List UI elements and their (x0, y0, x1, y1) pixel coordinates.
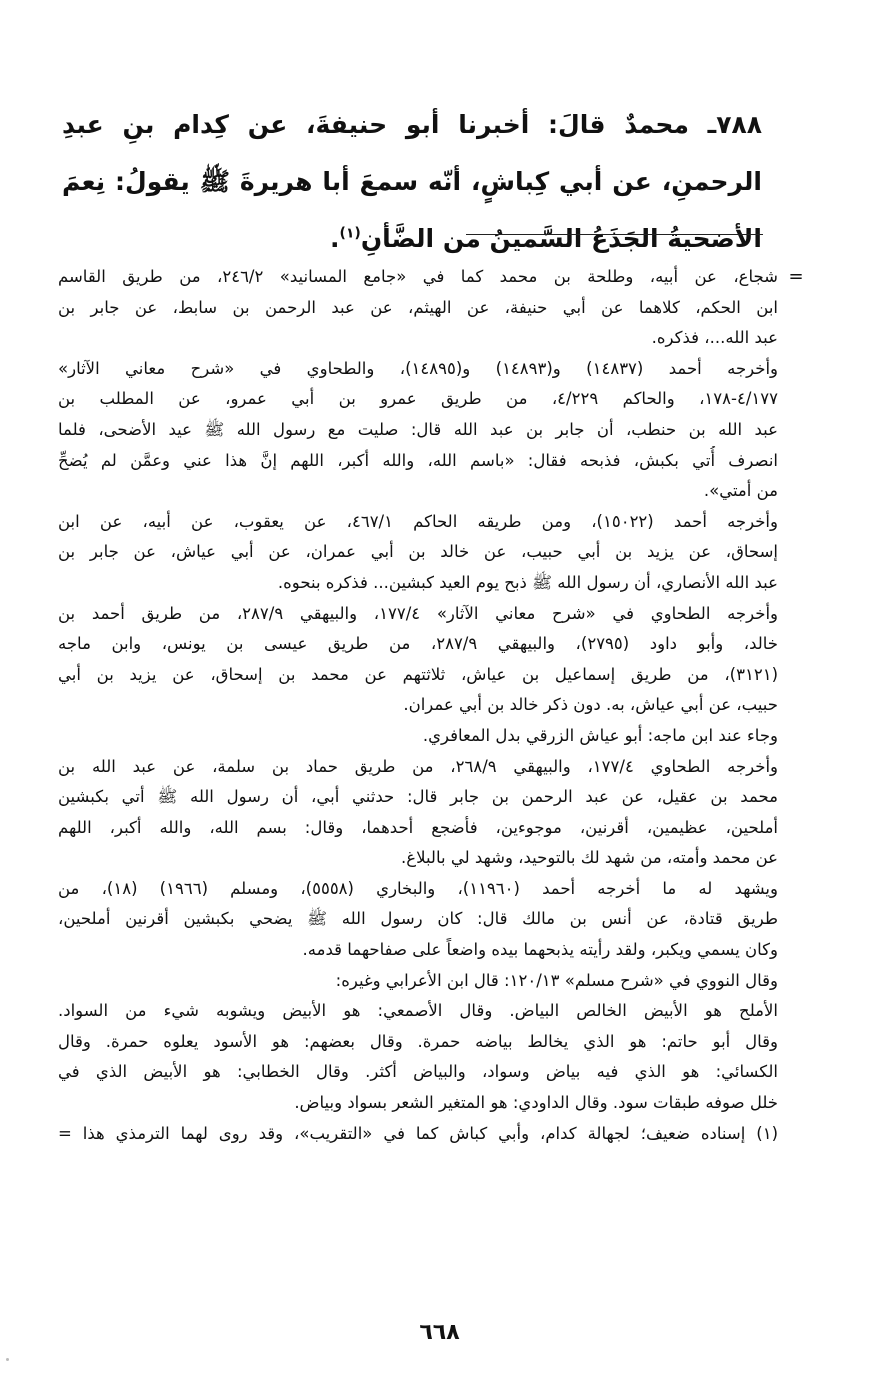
commentary-line: وأخرجه الطحاوي في «شرح معاني الآثار» ١٧٧/٤، والبيهقي ٢٨٧/٩، من طريق أحمد بن (58, 603, 778, 623)
commentary-line: عبد الله بن حنطب، أن جابر بن عبد الله قال: صليت مع رسول الله ﷺ عيد الأضحى، فلما (58, 419, 778, 439)
footnotes-block (58, 262, 778, 1149)
hadith-end-punctuation: . (329, 224, 340, 253)
page-number: ٦٦٨ (419, 1320, 460, 1345)
commentary-line: وقال أبو حاتم: هو الذي يخالط بياضه حمرة. وقال بعضهم: هو الأسود يعلوه حمرة. وقال (58, 1031, 778, 1051)
commentary-line: عبد الله...، فذكره. (651, 328, 778, 348)
footnote-separator (466, 234, 763, 235)
commentary-line: عبد الله الأنصاري، أن رسول الله ﷺ ذبح يوم العيد كبشين... فذكره بنحوه. (277, 572, 778, 592)
commentary-line: خالد، وأبو داود (٢٧٩٥)، والبيهقي ٢٨٧/٩، من طريق عيسى بن يونس، وابن ماجه (58, 634, 778, 654)
scan-artifact-dot (6, 1358, 9, 1361)
footnote-reference-1: (١) (339, 225, 361, 242)
commentary-line: وكان يسمي ويكبر، ولقد رأيته يذبحهما بيده واضعاً على صفاحهما قدمه. (302, 940, 778, 960)
continuation-marker: = (788, 266, 804, 287)
commentary-line: خلل صوفه طبقات سود. وقال الداودي: هو المتغير الشعر بسواد وبياض. (294, 1093, 778, 1113)
commentary-line: طريق قتادة، عن أنس بن مالك قال: كان رسول الله ﷺ يضحي بكبشين أقرنين أملحين، (58, 909, 778, 929)
commentary-line: الكسائي: هو الذي فيه بياض وسواد، والبياض أكثر. وقال الخطابي: هو الأبيض الذي في (58, 1062, 778, 1082)
commentary-line: إسحاق، عن يزيد بن أبي حبيب، عن خالد بن أبي عمران، عن أبي عياش، عن جابر بن (58, 542, 778, 562)
commentary-line: وأخرجه الطحاوي ١٧٧/٤، والبيهقي ٢٦٨/٩، من طريق حماد بن سلمة، عن عبد الله بن (58, 756, 778, 776)
commentary-line: وأخرجه أحمد (١٤٨٣٧) و(١٤٨٩٣) و(١٤٨٩٥)، والطحاوي في «شرح معاني الآثار» (58, 358, 778, 378)
commentary-line: محمد بن عقيل، عن عبد الرحمن بن جابر قال: حدثني أبي، أن رسول الله ﷺ أتي بكبشين (58, 787, 778, 807)
commentary-line: وجاء عند ابن ماجه: أبو عياش الزرقي بدل المعافري. (422, 725, 778, 745)
commentary-line: الأملح هو الأبيض الخالص البياض. وقال الأصمعي: هو الأبيض ويشوبه شيء من السواد. (58, 1001, 778, 1021)
commentary-line: عن محمد وأمته، من شهد لك بالتوحيد، وشهد لي بالبلاغ. (401, 848, 778, 868)
footnote-1-line: (١) إسناده ضعيف؛ لجهالة كدام، وأبي كباش كما في «التقريب»، وقد روى لهما الترمذي هذا = (58, 1123, 778, 1143)
commentary-line: وأخرجه أحمد (١٥٠٢٢)، ومن طريقه الحاكم ٤٦٧/١، عن يعقوب، عن أبيه، عن ابن (58, 511, 778, 531)
commentary-line: ابن الحكم، كلاهما عن أبي حنيفة، عن الهيثم، عن عبد الرحمن بن سابط، عن جابر بن (58, 297, 778, 317)
hadith-body: ٧٨٨ـ محمدٌ قالَ: أخبرنا أبو حنيفةَ، عن كِدام بنِ عبدِ الرحمنِ، عن أبي كِباشٍ، أنّه سمعَ أبا هريرةَ ﷺ يقولُ: نِعمَ الأضحيةُ الجَذَعُ السَّمينُ من الضَّأنِ (62, 110, 762, 253)
commentary-line: ٤/١٧٧-١٧٨، والحاكم ٤/٢٢٩، من طريق عمرو بن أبي عمرو، عن المطلب بن (58, 389, 778, 409)
commentary-line: انصرف أُتي بكبش، فذبحه فقال: «باسم الله، والله أكبر، اللهم إنَّ هذا عني وعمَّن لم يُضحِّ (58, 450, 778, 470)
commentary-line: ويشهد له ما أخرجه أحمد (١١٩٦٠)، والبخاري (٥٥٥٨)، ومسلم (١٩٦٦) (١٨)، من (58, 878, 778, 898)
commentary-line: شجاع، عن أبيه، وطلحة بن محمد كما في «جامع المسانيد» ٢٤٦/٢، من طريق القاسم (58, 267, 778, 286)
commentary-line: حبيب، عن أبي عياش، به. دون ذكر خالد بن أبي عمران. (403, 695, 778, 715)
commentary-line: (٣١٢١)، من طريق إسماعيل بن عياش، ثلاثتهم عن محمد بن إسحاق، عن يزيد بن أبي (58, 664, 778, 684)
commentary-line: وقال النووي في «شرح مسلم» ١٢٠/١٣: قال ابن الأعرابي وغيره: (335, 970, 778, 990)
commentary-line: أملحين، عظيمين، أقرنين، موجوءين، فأضجع أحدهما، وقال: بسم الله، والله أكبر، اللهم (58, 817, 778, 837)
hadith-788-text (62, 96, 762, 267)
commentary-line: من أمتي». (703, 481, 778, 501)
